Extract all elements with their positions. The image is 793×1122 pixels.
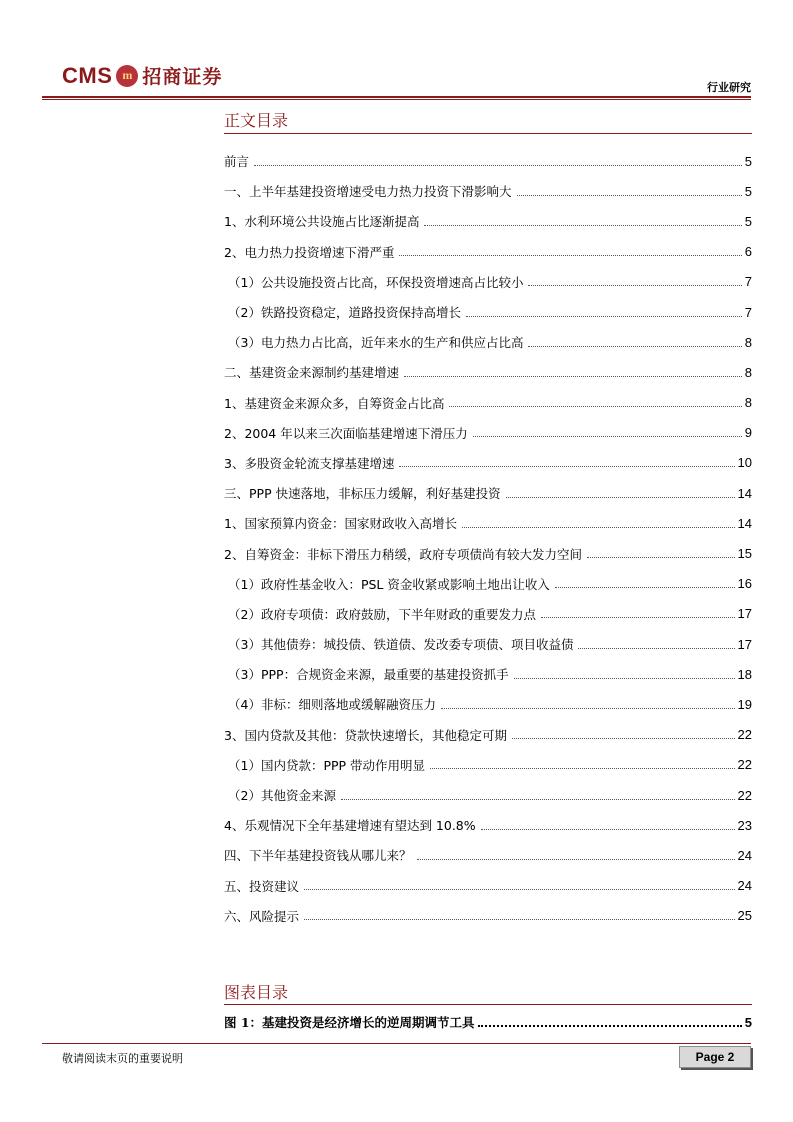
toc-entry[interactable] (224, 388, 752, 418)
dot-leader (424, 225, 741, 226)
toc-entry[interactable] (224, 538, 752, 568)
toc-entry[interactable] (224, 901, 752, 931)
toc-entry-label: 前言 (224, 154, 250, 170)
toc-entry-label: 一、上半年基建投资增速受电力热力投资下滑影响大 (224, 184, 512, 200)
figure-toc-entry[interactable] (224, 1013, 752, 1031)
dot-leader (449, 406, 741, 407)
dot-leader (517, 195, 742, 196)
dot-leader (430, 768, 734, 769)
toc-entry-page: 22 (737, 787, 752, 803)
dot-leader (528, 346, 741, 347)
toc-entry-label: （2）政府专项债：政府鼓励，下半年财政的重要发力点 (228, 606, 536, 622)
toc-entry-page: 15 (737, 546, 752, 562)
toc-entry-label: 2、电力热力投资增速下滑严重 (224, 244, 395, 260)
toc-entry-page: 22 (737, 727, 752, 743)
toc-entry-label: （1）公共设施投资占比高，环保投资增速高占比较小 (228, 274, 524, 290)
toc-entry-label: （3）其他债券：城投债、铁道债、发改委专项债、项目收益债 (228, 637, 574, 653)
toc-entry-page: 8 (744, 395, 752, 411)
toc-entry-label: 三、PPP 快速落地，非标压力缓解，利好基建投资 (224, 486, 501, 502)
toc-entry-label: （2）铁路投资稳定，道路投资保持高增长 (228, 305, 461, 321)
toc-entry[interactable] (224, 297, 752, 327)
dot-leader (473, 436, 742, 437)
figures-title: 图表目录 (224, 983, 289, 1002)
toc-entry-label: 1、国家预算内资金：国家财政收入高增长 (224, 516, 457, 532)
toc-entry[interactable] (224, 689, 752, 719)
toc-entry-label: （2）其他资金来源 (228, 788, 336, 804)
cms-logo (62, 62, 222, 89)
toc-entry-page: 17 (737, 606, 752, 622)
report-category: 行业研究 (707, 81, 751, 94)
toc-entry[interactable] (224, 840, 752, 870)
logo-chinese-text: 招商证券 (142, 66, 223, 88)
toc-entry-page: 24 (737, 847, 752, 863)
figure-entry-label: 图 1：基建投资是经济增长的逆周期调节工具 (224, 1015, 475, 1030)
header-divider-thin (42, 99, 751, 100)
toc-entry[interactable] (224, 780, 752, 810)
toc-entry-label: 2、自筹资金：非标下滑压力稍缓，政府专项债尚有较大发力空间 (224, 546, 582, 562)
toc-entry[interactable] (224, 267, 752, 297)
toc-entry-label: 四、下半年基建投资钱从哪儿来？ (224, 848, 412, 864)
toc-entry-page: 7 (744, 304, 752, 320)
toc-entry[interactable] (224, 448, 752, 478)
toc-entry[interactable] (224, 599, 752, 629)
toc-entry-page: 17 (737, 636, 752, 652)
toc-entry[interactable] (224, 871, 752, 901)
toc-entry-label: （4）非标：细则落地或缓解融资压力 (228, 697, 436, 713)
toc-entry[interactable] (224, 206, 752, 236)
toc-entry[interactable] (224, 146, 752, 176)
logo-cms-text: CMS (62, 62, 113, 88)
toc-title-rule (224, 133, 752, 134)
toc-entry-label: 3、国内贷款及其他：贷款快速增长，其他稳定可期 (224, 727, 507, 743)
toc-entry-label: （3）PPP：合规资金来源，最重要的基建投资抓手 (228, 667, 509, 683)
toc-entry-page: 24 (737, 878, 752, 894)
toc-entry-label: 1、基建资金来源众多，自筹资金占比高 (224, 395, 445, 411)
toc-title: 正文目录 (224, 111, 289, 130)
toc-entry-label: 六、风险提示 (224, 908, 300, 924)
toc-entry-page: 16 (737, 576, 752, 592)
toc-entry[interactable] (224, 357, 752, 387)
table-of-contents (224, 146, 752, 931)
dot-leader (399, 255, 741, 256)
dot-leader (341, 799, 735, 800)
toc-entry-page: 19 (737, 696, 752, 712)
dot-leader (254, 165, 742, 166)
dot-leader (512, 738, 735, 739)
toc-entry-label: （1）政府性基金收入：PSL 资金收紧或影响土地出让收入 (228, 576, 550, 592)
toc-entry-page: 14 (737, 515, 752, 531)
dot-leader (528, 285, 741, 286)
toc-entry[interactable] (224, 237, 752, 267)
toc-entry[interactable] (224, 418, 752, 448)
dot-leader (462, 527, 735, 528)
dot-leader (555, 587, 735, 588)
toc-entry-page: 14 (737, 485, 752, 501)
toc-entry-page: 7 (744, 274, 752, 290)
toc-entry-label: 4、乐观情况下全年基建增速有望达到 10.8% (224, 818, 476, 834)
toc-entry-page: 8 (744, 364, 752, 380)
toc-entry[interactable] (224, 810, 752, 840)
toc-entry-page: 5 (744, 153, 752, 169)
toc-entry[interactable] (224, 720, 752, 750)
toc-entry[interactable] (224, 478, 752, 508)
toc-entry[interactable] (224, 508, 752, 538)
toc-entry-label: （3）电力热力占比高，近年来水的生产和供应占比高 (228, 335, 524, 351)
dot-leader (578, 648, 734, 649)
toc-entry-label: 五、投资建议 (224, 878, 300, 894)
toc-entry[interactable] (224, 569, 752, 599)
dot-leader (417, 859, 735, 860)
toc-entry[interactable] (224, 629, 752, 659)
toc-entry-page: 23 (737, 817, 752, 833)
disclaimer-note: 敬请阅读末页的重要说明 (62, 1052, 183, 1065)
page-header (0, 0, 793, 100)
toc-entry-page: 22 (737, 757, 752, 773)
dot-leader (404, 376, 742, 377)
logo-emblem-icon: m (116, 65, 138, 87)
toc-entry-page: 5 (744, 213, 752, 229)
toc-entry-label: （1）国内贷款：PPP 带动作用明显 (228, 757, 426, 773)
toc-entry-label: 2、2004 年以来三次面临基建增速下滑压力 (224, 425, 468, 441)
toc-entry-label: 1、水利环境公共设施占比逐渐提高 (224, 214, 420, 230)
toc-entry-page: 10 (737, 455, 752, 471)
dot-leader (514, 678, 735, 679)
dot-leader (441, 708, 735, 709)
toc-entry-page: 18 (737, 666, 752, 682)
toc-entry-label: 二、基建资金来源制约基建增速 (224, 365, 400, 381)
figure-entry-page: 5 (744, 1014, 752, 1030)
header-divider (42, 96, 751, 98)
dot-leader (399, 466, 734, 467)
toc-entry[interactable] (224, 176, 752, 206)
dot-leader (587, 557, 735, 558)
figures-title-rule (224, 1004, 752, 1005)
toc-entry[interactable] (224, 750, 752, 780)
toc-entry[interactable] (224, 659, 752, 689)
toc-entry-page: 8 (744, 334, 752, 350)
page-number-badge: Page 2 (679, 1046, 751, 1068)
toc-entry-page: 9 (744, 425, 752, 441)
toc-entry[interactable] (224, 327, 752, 357)
dot-leader (466, 316, 742, 317)
footer-divider (42, 1043, 751, 1044)
toc-entry-page: 25 (737, 908, 752, 924)
dot-leader (541, 617, 735, 618)
toc-entry-page: 5 (744, 183, 752, 199)
dot-leader (304, 889, 735, 890)
toc-entry-label: 3、多股资金轮流支撑基建增速 (224, 455, 395, 471)
dot-leader (304, 919, 735, 920)
dot-leader (478, 1025, 742, 1027)
dot-leader (506, 497, 735, 498)
dot-leader (481, 829, 735, 830)
toc-entry-page: 6 (744, 244, 752, 260)
